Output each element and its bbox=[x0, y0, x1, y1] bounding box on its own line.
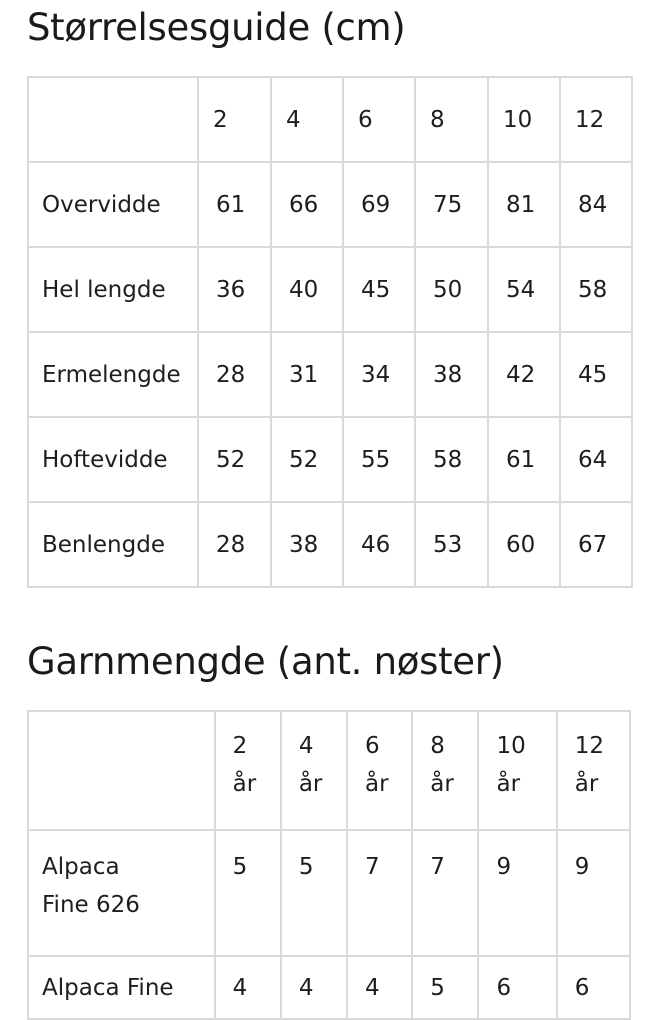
table-cell: 34 bbox=[343, 332, 415, 417]
table-cell: 46 bbox=[343, 502, 415, 587]
size-header-cell bbox=[347, 711, 412, 830]
table-cell: 61 bbox=[198, 162, 271, 247]
size-number: 12 bbox=[574, 733, 604, 759]
size-guide-table bbox=[27, 76, 633, 588]
table-cell: 52 bbox=[198, 417, 271, 502]
row-label-line: Alpaca bbox=[42, 854, 120, 880]
size-header-cell: 2 bbox=[198, 77, 271, 162]
empty-corner-cell bbox=[28, 77, 198, 162]
table-cell: 4 bbox=[215, 956, 281, 1019]
table-cell: 4 bbox=[281, 956, 347, 1019]
size-unit: år bbox=[496, 771, 521, 797]
size-unit: år bbox=[298, 771, 323, 797]
table-cell: 6 bbox=[478, 956, 556, 1019]
table-cell: 64 bbox=[560, 417, 632, 502]
size-number: 8 bbox=[430, 733, 445, 759]
table-cell: 45 bbox=[343, 247, 415, 332]
table-row bbox=[28, 162, 632, 247]
table-cell: 84 bbox=[560, 162, 632, 247]
table-cell: 55 bbox=[343, 417, 415, 502]
table-cell: 53 bbox=[415, 502, 488, 587]
size-unit: år bbox=[365, 771, 389, 797]
row-label: Ermelengde bbox=[28, 332, 198, 417]
table-row bbox=[28, 417, 632, 502]
table-cell: 28 bbox=[198, 332, 271, 417]
table-row bbox=[28, 247, 632, 332]
table-cell: 9 bbox=[478, 830, 556, 956]
size-header-cell: 4 bbox=[271, 77, 343, 162]
table-cell: 28 bbox=[198, 502, 271, 587]
table-cell: 7 bbox=[412, 830, 478, 956]
size-unit: år bbox=[232, 771, 257, 797]
table-cell: 45 bbox=[560, 332, 632, 417]
table-cell: 58 bbox=[415, 417, 488, 502]
table-cell: 81 bbox=[488, 162, 560, 247]
size-header-cell bbox=[557, 711, 630, 830]
table-cell: 7 bbox=[347, 830, 412, 956]
empty-corner-cell bbox=[28, 711, 215, 830]
yarn-amount-table bbox=[27, 710, 631, 1020]
row-label: Benlengde bbox=[28, 502, 198, 587]
table-row bbox=[28, 830, 630, 956]
table-cell: 69 bbox=[343, 162, 415, 247]
row-label: Alpaca Fine bbox=[28, 956, 215, 1019]
size-header-cell bbox=[412, 711, 478, 830]
row-label-line: Fine 626 bbox=[42, 892, 140, 918]
table-cell: 5 bbox=[215, 830, 281, 956]
table-cell: 6 bbox=[557, 956, 630, 1019]
table-cell: 9 bbox=[557, 830, 630, 956]
size-header-cell: 8 bbox=[415, 77, 488, 162]
table-cell: 75 bbox=[415, 162, 488, 247]
table-cell: 38 bbox=[271, 502, 343, 587]
size-header-cell: 6 bbox=[343, 77, 415, 162]
table-cell: 66 bbox=[271, 162, 343, 247]
table-cell: 4 bbox=[347, 956, 412, 1019]
table-row bbox=[28, 332, 632, 417]
table-cell: 5 bbox=[281, 830, 347, 956]
size-unit: år bbox=[430, 771, 454, 797]
size-number: 10 bbox=[496, 733, 526, 759]
table-row bbox=[28, 502, 632, 587]
size-number: 4 bbox=[298, 733, 314, 759]
table-cell: 38 bbox=[415, 332, 488, 417]
size-header-row bbox=[28, 711, 630, 830]
table-cell: 52 bbox=[271, 417, 343, 502]
table-cell: 36 bbox=[198, 247, 271, 332]
size-number: 6 bbox=[365, 733, 380, 759]
table-cell: 58 bbox=[560, 247, 632, 332]
table-cell: 5 bbox=[412, 956, 478, 1019]
table-cell: 54 bbox=[488, 247, 560, 332]
size-unit: år bbox=[574, 771, 599, 797]
table-row bbox=[28, 956, 630, 1019]
table-cell: 50 bbox=[415, 247, 488, 332]
size-header-cell: 12 bbox=[560, 77, 632, 162]
table-cell: 67 bbox=[560, 502, 632, 587]
size-header-cell bbox=[281, 711, 347, 830]
size-header-cell bbox=[215, 711, 281, 830]
table-cell: 60 bbox=[488, 502, 560, 587]
row-label: Overvidde bbox=[28, 162, 198, 247]
table-cell: 42 bbox=[488, 332, 560, 417]
row-label: Hel lengde bbox=[28, 247, 198, 332]
table-cell: 40 bbox=[271, 247, 343, 332]
size-number: 2 bbox=[232, 733, 248, 759]
size-header-cell bbox=[478, 711, 556, 830]
size-guide-title: Størrelsesguide (cm) bbox=[27, 6, 406, 49]
yarn-amount-title: Garnmengde (ant. nøster) bbox=[27, 640, 504, 683]
row-label bbox=[28, 830, 215, 956]
size-header-cell: 10 bbox=[488, 77, 560, 162]
table-cell: 61 bbox=[488, 417, 560, 502]
row-label: Hoftevidde bbox=[28, 417, 198, 502]
size-header-row bbox=[28, 77, 632, 162]
table-cell: 31 bbox=[271, 332, 343, 417]
